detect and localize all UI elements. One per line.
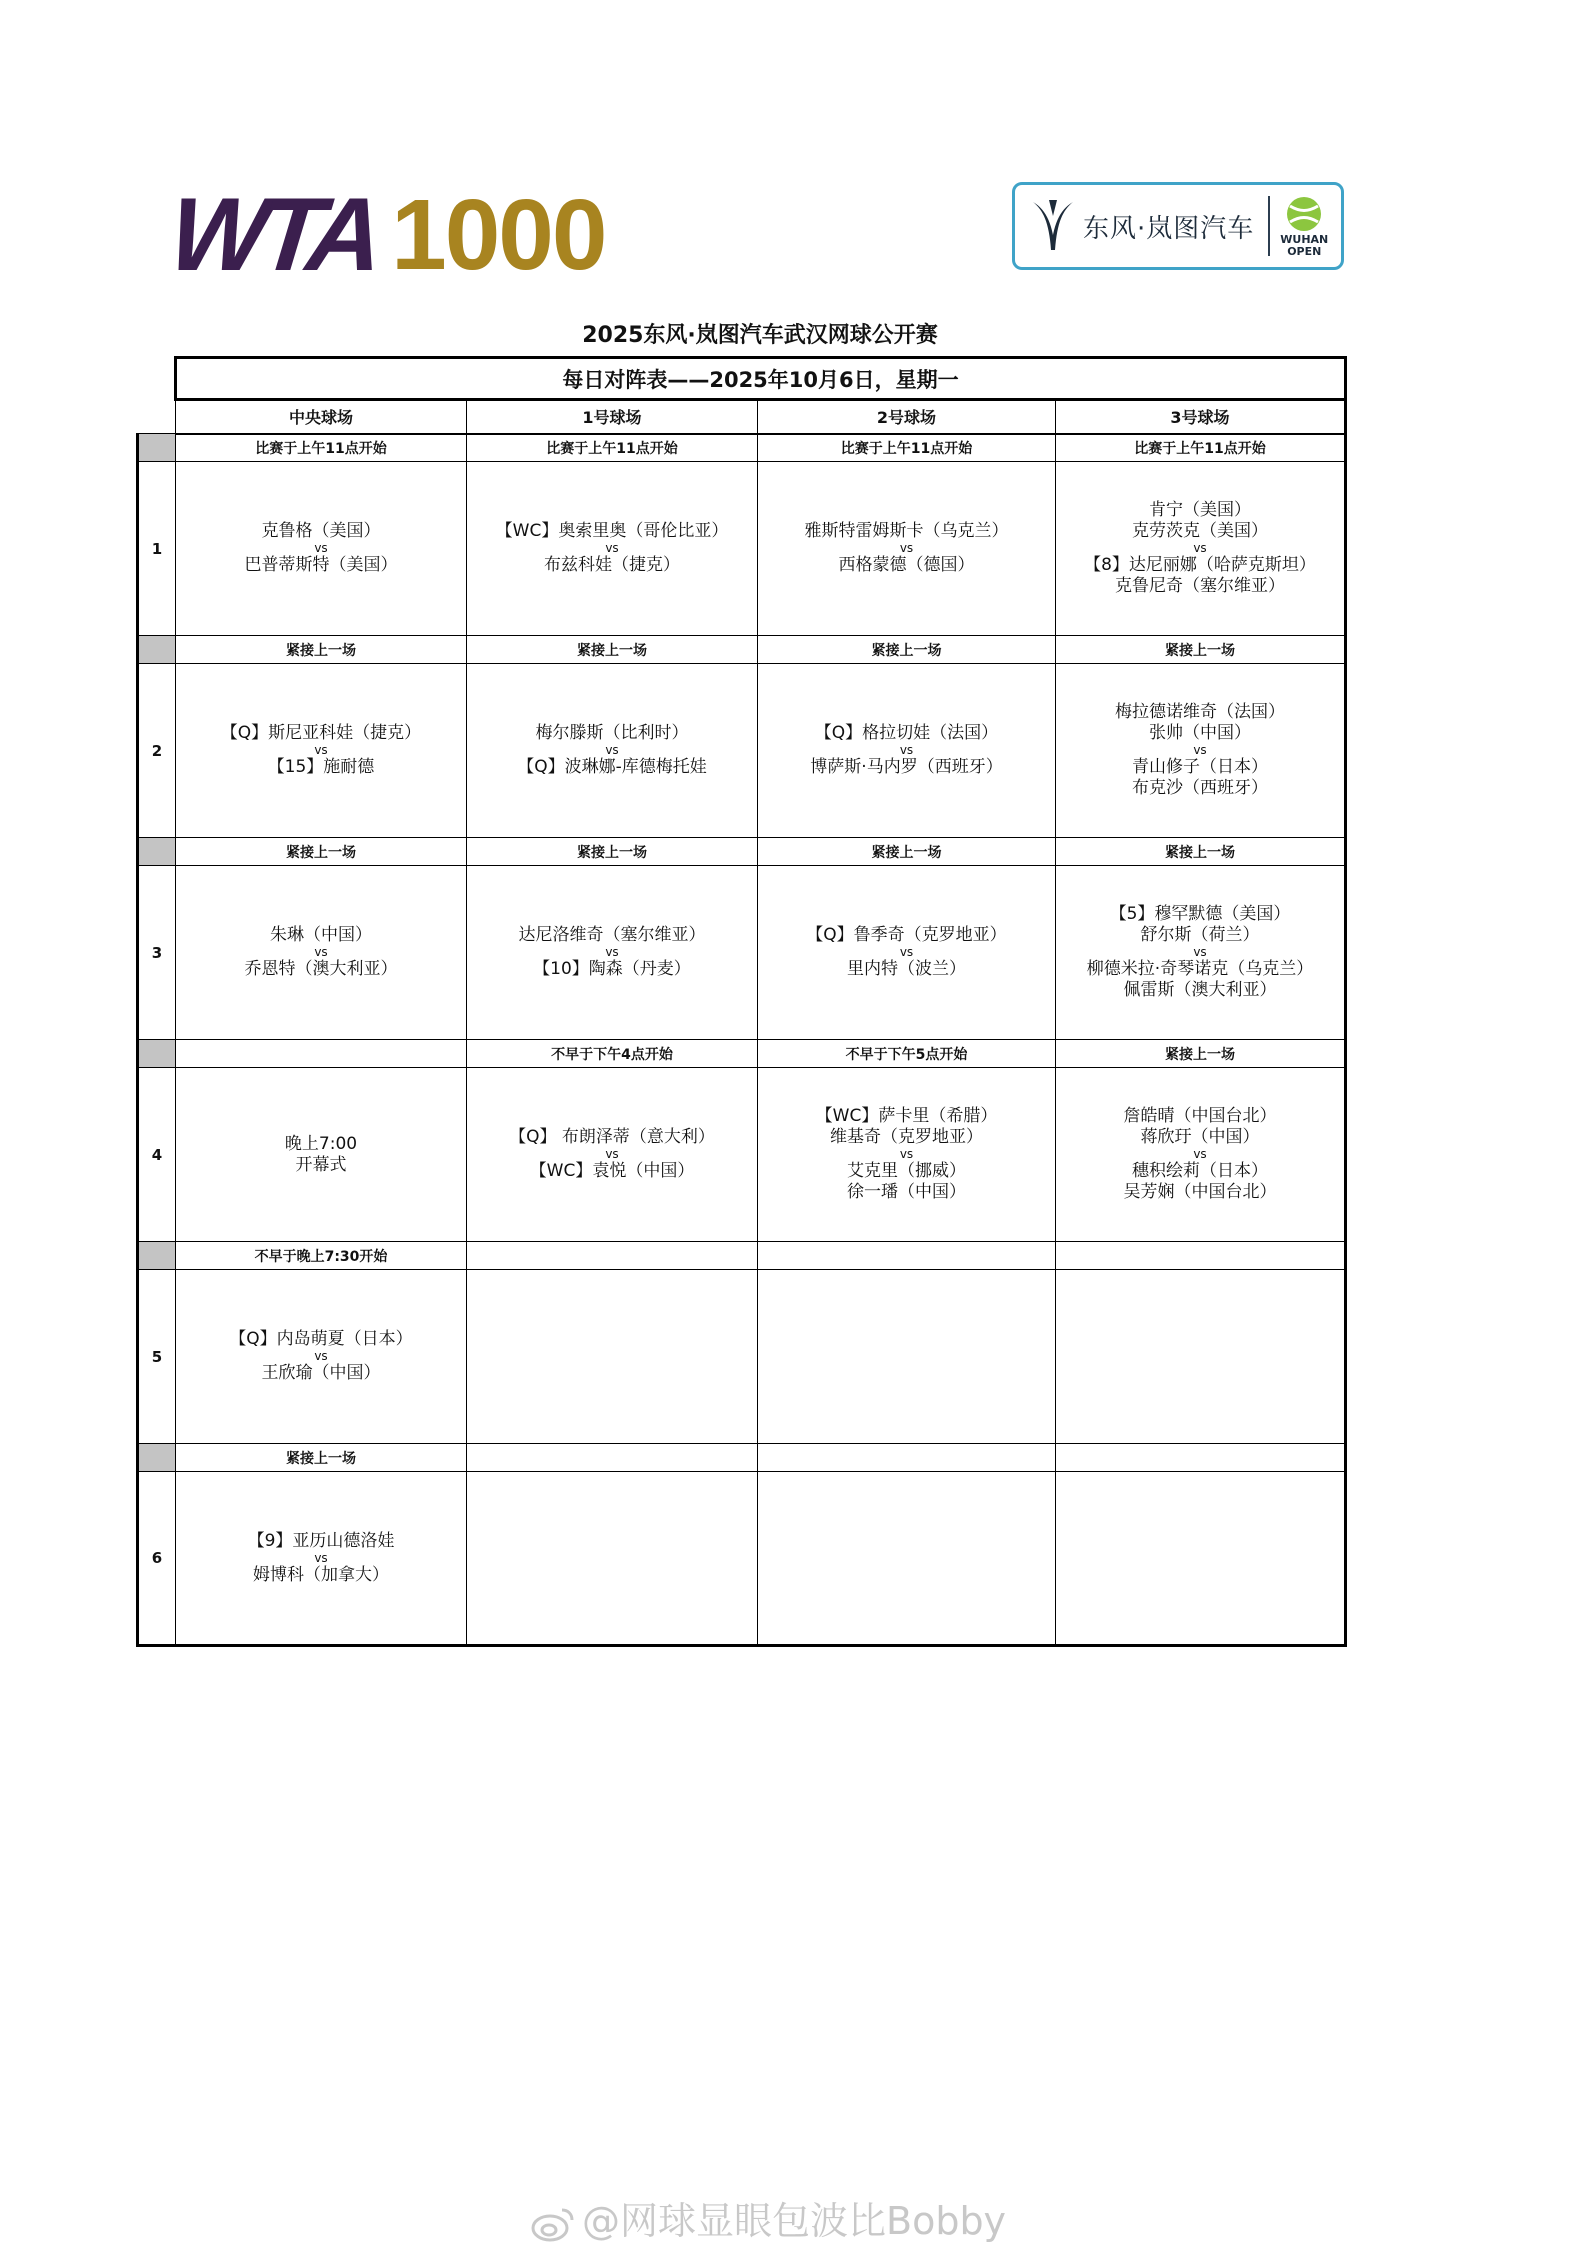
time-row [138, 1242, 1346, 1270]
match-cell [176, 1068, 467, 1242]
player-name: 徐一璠（中国） [847, 1182, 966, 1202]
start-time [758, 1444, 1056, 1472]
player-name: 佩雷斯（澳大利亚） [1123, 980, 1277, 1000]
start-time: 比赛于上午11点开始 [758, 434, 1056, 462]
match-cell [467, 866, 758, 1040]
player-name: 王欣瑜（中国） [261, 1363, 381, 1383]
player-name: 穗积绘莉（日本） [1132, 1161, 1268, 1181]
player-name: 【WC】萨卡里（希腊） [815, 1106, 998, 1126]
player-name: 青山修子（日本） [1132, 757, 1268, 777]
match-row [138, 664, 1346, 838]
player-name: 【Q】格拉切娃（法国） [814, 723, 999, 743]
start-time [467, 1242, 758, 1270]
sponsor-logo [1012, 182, 1344, 270]
court-header: 1号球场 [467, 400, 758, 434]
match-cell [758, 1472, 1056, 1646]
player-name: 【8】达尼丽娜（哈萨克斯坦） [1084, 555, 1316, 575]
player-name: 开幕式 [295, 1154, 347, 1175]
row-marker [138, 1444, 176, 1472]
match-cell [1056, 866, 1346, 1040]
row-marker [138, 636, 176, 664]
player-name: 姆博科（加拿大） [253, 1564, 389, 1585]
player-name: 【Q】鲁季奇（克罗地亚） [806, 925, 1007, 945]
match-cell [758, 1068, 1056, 1242]
schedule-subtitle: 每日对阵表——2025年10月6日，星期一 [176, 358, 1346, 400]
vs-label: vs [605, 1147, 619, 1161]
start-time: 紧接上一场 [758, 636, 1056, 664]
vs-label: vs [314, 945, 328, 959]
player-name: 晚上7:00 [284, 1133, 358, 1154]
start-time [1056, 1444, 1346, 1472]
subtitle-row [138, 358, 1346, 400]
match-cell [176, 462, 467, 636]
match-cell [467, 462, 758, 636]
start-time: 紧接上一场 [176, 838, 467, 866]
row-marker [138, 1040, 176, 1068]
match-cell [1056, 1270, 1346, 1444]
court-header: 2号球场 [758, 400, 1056, 434]
vs-label: vs [1193, 743, 1207, 757]
start-time: 比赛于上午11点开始 [467, 434, 758, 462]
player-name: 蒋欣玗（中国） [1140, 1127, 1260, 1147]
tennis-ball-icon [1284, 194, 1324, 234]
start-time: 紧接上一场 [1056, 1040, 1346, 1068]
court-header: 3号球场 [1056, 400, 1346, 434]
vs-label: vs [314, 1550, 328, 1565]
watermark-text: @网球显眼包波比Bobby [582, 2199, 1007, 2243]
court-header: 中央球场 [176, 400, 467, 434]
start-time [758, 1242, 1056, 1270]
start-time: 紧接上一场 [467, 636, 758, 664]
match-cell [758, 664, 1056, 838]
match-cell [1056, 1472, 1346, 1646]
match-row [138, 866, 1346, 1040]
match-cell [1056, 664, 1346, 838]
match-row [138, 1068, 1346, 1242]
start-time: 紧接上一场 [1056, 636, 1346, 664]
start-time: 紧接上一场 [1056, 838, 1346, 866]
player-name: 【Q】 布朗泽蒂（意大利） [509, 1127, 715, 1147]
weibo-watermark [530, 2190, 1006, 2245]
match-cell [1056, 462, 1346, 636]
start-time: 紧接上一场 [467, 838, 758, 866]
vs-label: vs [314, 1349, 328, 1363]
player-name: 达尼洛维奇（塞尔维亚） [518, 925, 706, 945]
player-name: 【WC】袁悦（中国） [529, 1161, 695, 1181]
start-time: 比赛于上午11点开始 [1056, 434, 1346, 462]
time-row [138, 636, 1346, 664]
vs-label: vs [605, 541, 619, 555]
player-name: 巴普蒂斯特（美国） [244, 555, 398, 575]
row-marker [138, 1242, 176, 1270]
wta-logo-text: WTA [163, 177, 382, 293]
match-row [138, 1270, 1346, 1444]
player-name: 【5】穆罕默德（美国） [1109, 904, 1291, 924]
match-number: 4 [138, 1068, 176, 1242]
player-name: 【Q】内岛萌夏（日本） [229, 1329, 413, 1349]
match-cell [758, 866, 1056, 1040]
match-cell [176, 866, 467, 1040]
player-name: 艾克里（挪威） [847, 1161, 966, 1181]
vs-label: vs [1193, 541, 1207, 555]
dongfeng-voyah-mark-icon [1029, 196, 1077, 256]
player-name: 乔恩特（澳大利亚） [244, 959, 398, 979]
match-row [138, 1472, 1346, 1646]
start-time: 紧接上一场 [176, 636, 467, 664]
row-marker [138, 434, 176, 462]
vs-label: vs [605, 743, 619, 757]
start-time: 不早于晚上7:30开始 [176, 1242, 467, 1270]
player-name: 维基奇（克罗地亚） [830, 1127, 983, 1147]
player-name: 【Q】波琳娜-库德梅托娃 [517, 757, 707, 777]
vs-label: vs [1193, 945, 1207, 959]
match-number: 3 [138, 866, 176, 1040]
start-time: 比赛于上午11点开始 [176, 434, 467, 462]
weibo-icon [530, 2204, 576, 2244]
wuhan-open-logo [1280, 194, 1328, 258]
time-row [138, 434, 1346, 462]
player-name: 舒尔斯（荷兰） [1140, 925, 1260, 945]
start-time [176, 1040, 467, 1068]
time-row [138, 1040, 1346, 1068]
sponsor-brand-name: 东风·岚图汽车 [1083, 213, 1255, 244]
player-name: 朱琳（中国） [270, 925, 372, 945]
start-time [1056, 1242, 1346, 1270]
player-name: 【Q】斯尼亚科娃（捷克） [220, 723, 422, 743]
match-cell [176, 1270, 467, 1444]
match-cell [176, 664, 467, 838]
match-cell [176, 1472, 467, 1646]
player-name: 布兹科娃（捷克） [544, 555, 680, 575]
vs-label: vs [899, 743, 914, 757]
player-name: 克鲁格（美国） [261, 521, 381, 541]
player-name: 西格蒙德（德国） [838, 555, 975, 575]
wta-logo-number: 1000 [391, 179, 606, 291]
court-header-row [138, 400, 1346, 434]
match-number: 5 [138, 1270, 176, 1444]
start-time: 紧接上一场 [758, 838, 1056, 866]
player-name: 吴芳娴（中国台北） [1123, 1182, 1277, 1202]
start-time [467, 1444, 758, 1472]
match-cell [467, 1270, 758, 1444]
sponsor-divider [1268, 196, 1270, 256]
player-name: 梅尔滕斯（比利时） [535, 723, 689, 743]
player-name: 克劳茨克（美国） [1132, 521, 1268, 541]
player-name: 梅拉德诺维奇（法国） [1115, 702, 1285, 722]
wuhan-open-line1: WUHAN [1280, 233, 1329, 246]
match-cell [1056, 1068, 1346, 1242]
wta-1000-logo [163, 177, 606, 293]
player-name: 柳德米拉·奇琴诺克（乌克兰） [1086, 959, 1314, 979]
wuhan-open-line2: OPEN [1287, 245, 1322, 258]
player-name: 肯宁（美国） [1149, 500, 1251, 520]
player-name: 博萨斯·马内罗（西班牙） [810, 757, 1003, 777]
player-name: 里内特（波兰） [847, 959, 966, 979]
match-cell [758, 462, 1056, 636]
player-name: 雅斯特雷姆斯卡（乌克兰） [804, 521, 1009, 541]
time-row [138, 1444, 1346, 1472]
match-number: 1 [138, 462, 176, 636]
player-name: 布克沙（西班牙） [1132, 778, 1268, 798]
vs-label: vs [1193, 1147, 1207, 1161]
start-time: 不早于下午5点开始 [758, 1040, 1056, 1068]
match-row [138, 462, 1346, 636]
vs-label: vs [899, 1147, 914, 1161]
player-name: 【15】施耐德 [267, 757, 375, 777]
player-name: 【10】陶森（丹麦） [533, 959, 691, 979]
vs-label: vs [314, 541, 328, 555]
schedule-table [136, 356, 1347, 1647]
match-number: 6 [138, 1472, 176, 1646]
match-cell [758, 1270, 1056, 1444]
match-cell [467, 1068, 758, 1242]
row-marker [138, 838, 176, 866]
start-time: 紧接上一场 [176, 1444, 467, 1472]
player-name: 詹皓晴（中国台北） [1123, 1106, 1277, 1126]
vs-label: vs [605, 945, 619, 959]
player-name: 【WC】奥索里奥（哥伦比亚） [495, 521, 729, 541]
player-name: 张帅（中国） [1149, 723, 1251, 743]
time-row [138, 838, 1346, 866]
tournament-title: 2025东风·岚图汽车武汉网球公开赛 [582, 323, 938, 348]
player-name: 【9】亚历山德洛娃 [247, 1530, 395, 1551]
vs-label: vs [899, 541, 914, 555]
match-number: 2 [138, 664, 176, 838]
start-time: 不早于下午4点开始 [467, 1040, 758, 1068]
match-cell [467, 664, 758, 838]
vs-label: vs [314, 743, 328, 757]
vs-label: vs [899, 945, 914, 959]
player-name: 克鲁尼奇（塞尔维亚） [1115, 576, 1285, 596]
match-cell [467, 1472, 758, 1646]
